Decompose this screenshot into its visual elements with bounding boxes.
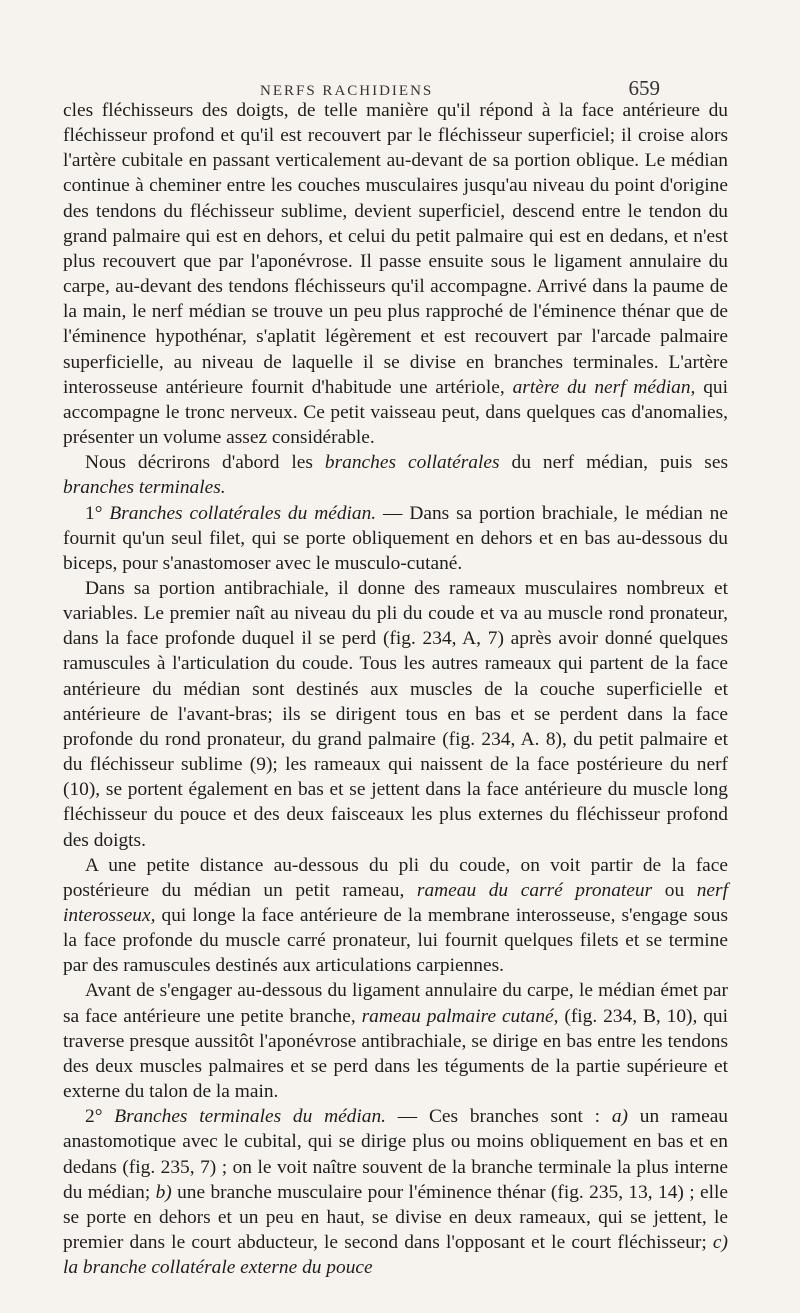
text-run: un rameau anastomotique avec le cubital, qui se dirige plus ou moins obliquement en bas et en dedans (fig. 235, 7) ; on le voit naître souvent de la branche terminale la plus interne du médian; <box>63 1106 728 1203</box>
paragraph <box>63 98 728 450</box>
page-number: 659 <box>628 76 660 100</box>
paragraph <box>63 978 728 1104</box>
italic-text: rameau du carré pronateur <box>416 879 653 901</box>
paragraph <box>63 450 728 500</box>
text-run: A une petite distance au-dessous du pli du coude, on voit partir de la face postérieure du médian un petit rameau, <box>63 854 728 901</box>
italic-text: nerf interosseux, <box>63 879 728 926</box>
text-run: une branche musculaire pour l'éminence thénar (fig. 235, 13, 14) ; elle se porte en dehors et un peu en haut, se divise en deux rameaux, qui se jettent, le premier dans le court abducteur, le second dans l'opposant et le court fléchisseur; <box>63 1181 728 1254</box>
italic-text: Branches terminales du médian. <box>114 1106 387 1128</box>
italic-text: c) la branche collatérale externe du pouce <box>63 1232 728 1279</box>
italic-text: rameau palmaire cutané <box>361 1005 554 1027</box>
paragraph <box>63 853 728 979</box>
text-run: Avant de s'engager au-dessous du ligament annulaire du carpe, le médian émet par sa face antérieure une petite branche, <box>63 980 728 1027</box>
text-run: cles fléchisseurs des doigts, de telle manière qu'il répond à la face antérieure du fléchisseur profond et qu'il est recouvert par le fléchisseur superficiel; il croise alors l'artère cubitale en passant verticalement au-devant de sa portion oblique. Le médian continue à cheminer entre les couches musculaires jusqu'au niveau du point d'origine des tendons du fléchisseur sublime, devient superficiel, descend entre le tendon du grand palmaire qui est en dehors, et celui du petit palmaire qui est en dedans, et n'est plus recouvert que par l'aponévrose. Il passe ensuite sous le ligament annulaire du carpe, au-devant des tendons fléchisseurs qu'il accompagne. Arrivé dans la paume de la main, le nerf médian se trouve un peu plus rapproché de l'éminence thénar que de l'éminence hypothénar, s'aplatit légèrement et est recouvert par l'arcade palmaire superficielle, au niveau de laquelle il se divise en branches terminales. L'artère interosseuse antérieure fournit d'habitude une artériole, <box>63 100 728 398</box>
text-run: Dans sa portion antibrachiale, il donne des rameaux musculaires nombreux et variables. Le premier naît au niveau du pli du coude et va au muscle rond pronateur, dans la face profonde duquel il se perd (fig. 234, A, 7) après avoir donné quelques ramuscules à l'articulation du coude. Tous les autres rameaux qui partent de la face antérieure du médian sont destinés aux muscles de la couche superficielle et antérieure de l'avant-bras; ils se dirigent tous en bas et se perdent dans la face profonde du rond pronateur, du grand palmaire (fig. 234, A. 8), du petit palmaire et du fléchisseur sublime (9); les rameaux qui naissent de la face postérieure du nerf (10), se portent également en bas et se jettent dans la face antérieure du muscle long fléchisseur du pouce et des deux faisceaux les plus externes du fléchisseur profond des doigts. <box>63 577 728 851</box>
italic-text: artère du nerf médian <box>512 376 691 398</box>
text-run: , qui accompagne le tronc nerveux. Ce petit vaisseau peut, dans quelques cas d'anomalies, présenter un volume assez considérable. <box>63 376 728 449</box>
text-run: — Dans sa portion brachiale, le médian ne fournit qu'un seul filet, qui se porte obliquement en dehors et en bas au-dessous du biceps, pour s'anastomoser avec le musculo-cutané. <box>63 502 728 574</box>
italic-text: b) <box>155 1181 172 1203</box>
italic-text: a) <box>611 1106 628 1128</box>
italic-text: Branches collatérales du médian. <box>109 502 377 524</box>
text-run: , (fig. 234, B, 10), qui traverse presque aussitôt l'aponévrose antibrachiale, se dirige en bas entre les tendons des deux muscles palmaires et se perd dans les téguments de la partie supérieure et externe du talon de la main. <box>63 1005 729 1103</box>
text-run: Nous décrirons d'abord les <box>85 452 325 474</box>
text-run: 1° <box>85 502 110 524</box>
italic-text: branches terminales. <box>63 477 226 499</box>
text-run: qui longe la face antérieure de la membrane interosseuse, s'engage sous la face profonde du muscle carré pronateur, lui fournit quelques filets et se termine par des ramuscules destinés aux articulations carpiennes. <box>63 905 728 977</box>
paragraph <box>63 576 728 853</box>
italic-text: branches collatérales <box>324 452 500 474</box>
text-run: — Ces branches sont : <box>386 1106 612 1128</box>
body-text <box>63 98 728 1280</box>
running-head: NERFS RACHIDIENS <box>260 83 434 99</box>
paragraph <box>63 501 728 576</box>
text-run: 2° <box>85 1106 115 1128</box>
text-run: du nerf médian, puis ses <box>499 452 729 474</box>
text-run: ou <box>652 879 697 901</box>
paragraph <box>63 1104 728 1280</box>
